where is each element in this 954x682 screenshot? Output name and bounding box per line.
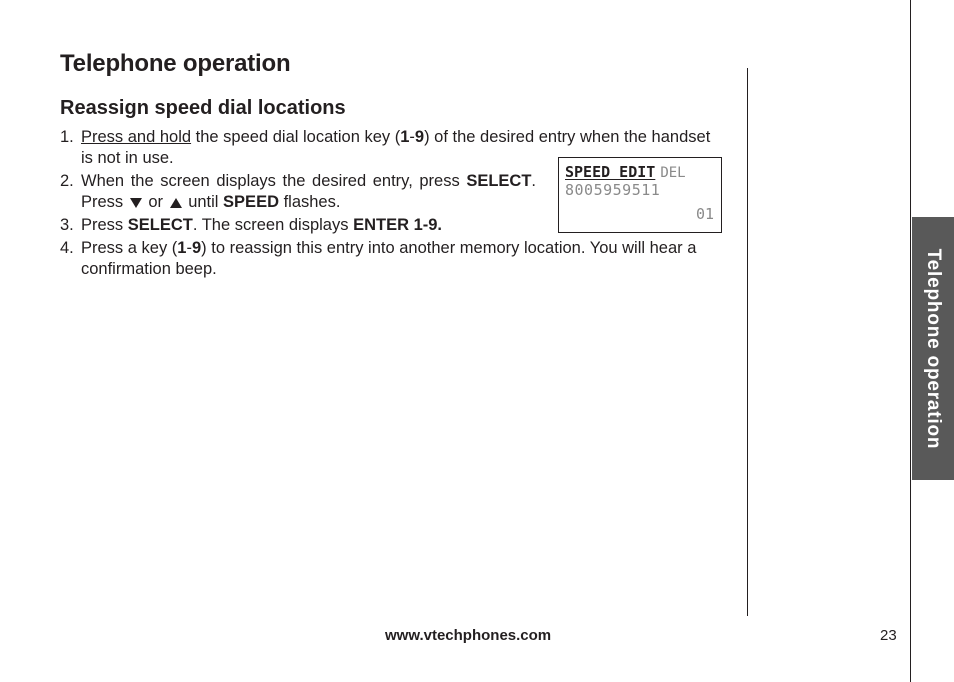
section-side-tab	[912, 217, 954, 480]
step-text: ) of the desired entry when the handset is not in use.	[81, 128, 711, 167]
step-text: . Press	[81, 172, 536, 211]
screen-message: ENTER 1-9.	[353, 216, 442, 234]
key-label: SELECT	[127, 216, 193, 234]
step-text: . The screen displays	[192, 216, 354, 234]
key-label: 9	[191, 239, 202, 257]
column-divider	[747, 68, 748, 616]
step-emphasis: Press and hold	[81, 128, 192, 146]
step-text: the speed dial location key (	[191, 128, 401, 146]
key-label: 1	[400, 128, 410, 146]
key-label: SPEED	[223, 193, 279, 211]
side-tab-label: Telephone operation	[923, 248, 944, 449]
step-text: ) to reassign this entry into another memory location. You will hear a confirmation beep.	[81, 239, 697, 278]
step-text: Press	[81, 216, 128, 234]
step-text: or	[143, 193, 168, 211]
step-text: flashes.	[278, 193, 341, 211]
page-title: Telephone operation	[60, 50, 291, 77]
lcd-option: DEL	[660, 165, 686, 181]
lcd-menu-row	[565, 164, 686, 181]
step-4	[60, 238, 722, 280]
step-text: Press a key (	[81, 239, 178, 257]
page-number: 23	[880, 627, 897, 644]
page-edge-divider	[910, 0, 911, 682]
step-text: When the screen displays the desired entry, press	[81, 172, 467, 190]
key-label: SELECT	[466, 172, 532, 190]
lcd-location: 01	[695, 205, 714, 223]
up-arrow-icon	[170, 198, 182, 208]
step-number: 2.	[60, 172, 74, 190]
step-text: until	[183, 193, 224, 211]
down-arrow-icon	[130, 198, 142, 208]
step-2	[60, 171, 536, 213]
lcd-highlighted-option: SPEED EDIT	[565, 163, 656, 181]
step-number: 4.	[60, 239, 74, 257]
step-number: 1.	[60, 128, 74, 146]
section-title: Reassign speed dial locations	[60, 97, 346, 119]
key-label: 1	[177, 239, 187, 257]
step-text: -	[186, 239, 192, 257]
step-number: 3.	[60, 216, 74, 234]
lcd-phone-number: 8005959511	[565, 181, 661, 199]
step-text: -	[409, 128, 415, 146]
lcd-screen-illustration	[558, 157, 722, 233]
key-label: 9	[414, 128, 425, 146]
footer-url: www.vtechphones.com	[385, 627, 552, 644]
